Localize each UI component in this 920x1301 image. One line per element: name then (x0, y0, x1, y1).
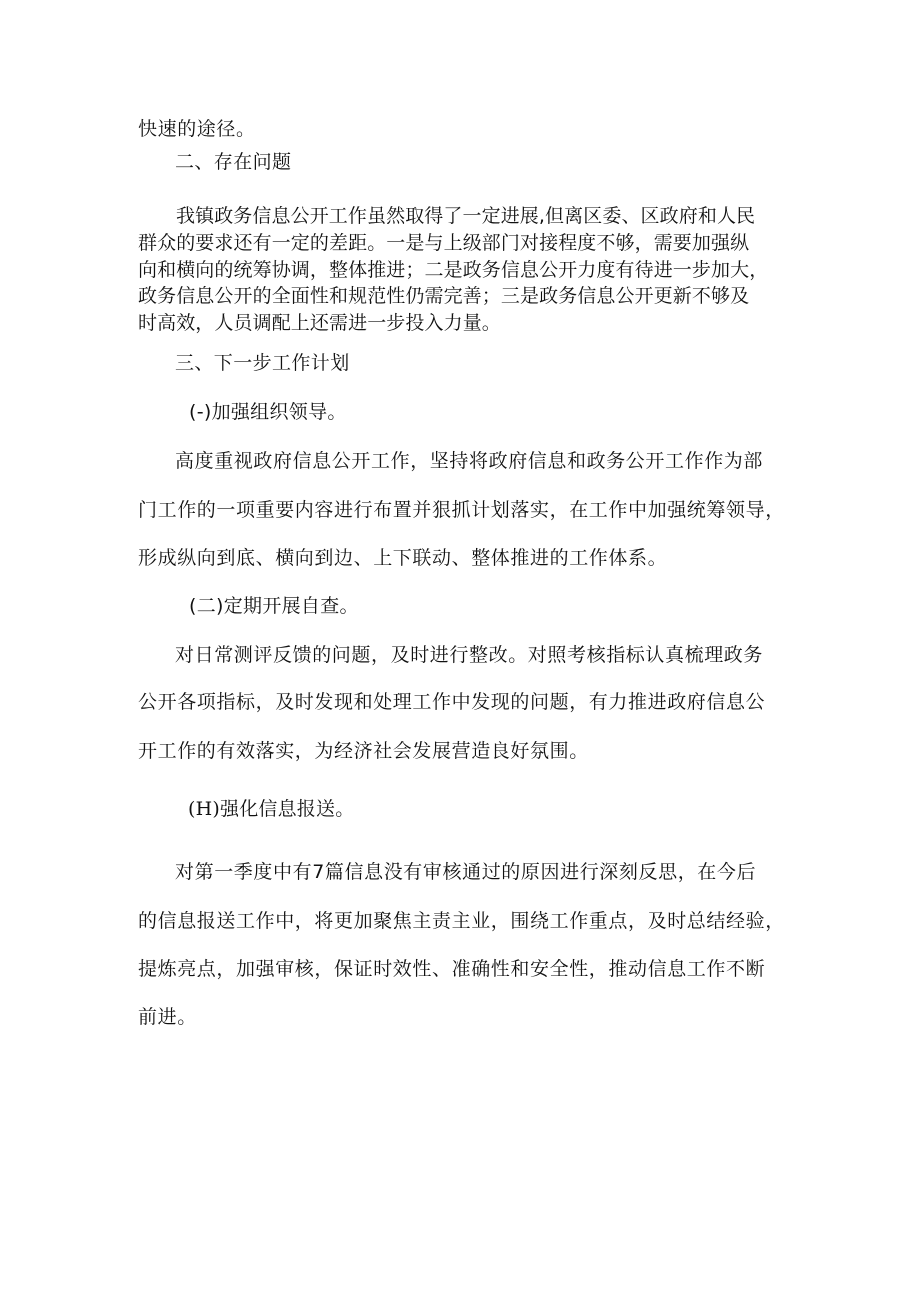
subsection-paragraph-line: 的信息报送工作中，将更加聚焦主责主业，围绕工作重点，及时总结经验， (138, 910, 785, 932)
section2-paragraph-line: 向和横向的统筹协调，整体推进；二是政务信息公开力度有待进一步加大， (138, 259, 769, 281)
subsection-heading: (H)强化信息报送。 (188, 798, 355, 820)
section2-paragraph-line: 群众的要求还有一定的差距。一是与上级部门对接程度不够，需要加强纵 (138, 232, 750, 254)
subsection-heading: (二)定期开展自查。 (189, 595, 359, 617)
intro-tail-line: 快速的途径。 (138, 118, 256, 140)
subsection-paragraph-line: 形成纵向到底、横向到边、上下联动、整体推进的工作体系。 (138, 547, 668, 569)
section3-heading: 三、下一步工作计划 (175, 352, 350, 374)
section2-heading: 二、存在问题 (175, 151, 292, 173)
subsection-paragraph-line: 高度重视政府信息公开工作，坚持将政府信息和政务公开工作作为部 (175, 450, 764, 472)
section2-paragraph-line: 时高效，人员调配上还需进一步投入力量。 (138, 312, 501, 334)
subsection-paragraph-line: 对日常测评反馈的问题，及时进行整改。对照考核指标认真梳理政务 (175, 644, 764, 666)
subsection-paragraph-line: 前进。 (138, 1006, 197, 1028)
subsection-paragraph-line: 门工作的一项重要内容进行布置并狠抓计划落实，在工作中加强统筹领导， (138, 499, 785, 521)
section2-paragraph-line: 我镇政务信息公开工作虽然取得了一定进展,但离区委、区政府和人民 (176, 205, 756, 227)
subsection-paragraph-line: 开工作的有效落实，为经济社会发展营造良好氛围。 (138, 740, 589, 762)
subsection-paragraph-line: 提炼亮点，加强审核，保证时效性、准确性和安全性，推动信息工作不断 (138, 958, 766, 980)
section2-paragraph-line: 政务信息公开的全面性和规范性仍需完善；三是政务信息公开更新不够及 (138, 285, 750, 307)
subsection-paragraph-line: 对第一季度中有7篇信息没有审核通过的原因进行深刻反思，在今后 (175, 861, 757, 883)
subsection-paragraph-line: 公开各项指标，及时发现和处理工作中发现的问题，有力推进政府信息公 (138, 691, 766, 713)
subsection-heading: (-)加强组织领导。 (189, 401, 347, 423)
